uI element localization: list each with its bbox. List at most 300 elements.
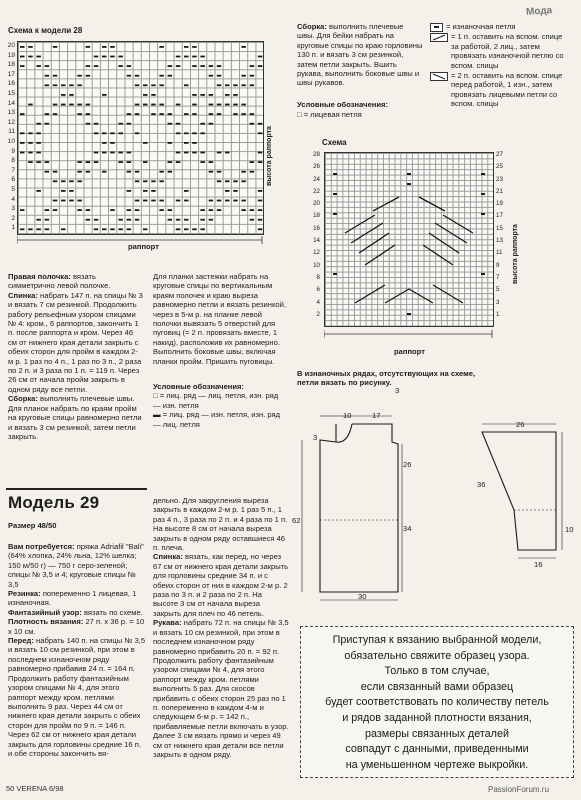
purl-mark <box>94 219 99 221</box>
scheme-2-row-number: 4 <box>316 298 320 306</box>
purl-mark <box>168 123 173 125</box>
scheme-2-row-number: 15 <box>496 224 503 232</box>
purl-mark <box>250 219 255 221</box>
purl-mark <box>94 132 99 134</box>
purl-mark <box>176 152 181 154</box>
back-28-text: набрать 147 п. на спицы № 3 и вязать 7 см резинкой. Продолжить работу рельефным узором спицами № 4: кром., 6 раппортов, закончить 1 п. после раппорта и кром. Через 46 см от нижнего края детали закрыть с обеих сторон для пройм в каждом 2-м р. 1 раз по 4 п., 1 раз по 3 п., 2 раза по 2 п. и 3 раза по 1 п. = 119 п. Через 26 см от начала пройм закрыть в одном ряду все петли. <box>8 290 143 394</box>
purl-mark <box>77 209 82 211</box>
purl-mark <box>135 180 140 182</box>
purl-mark <box>217 75 222 77</box>
purl-mark <box>184 228 189 230</box>
purl-mark <box>86 161 91 163</box>
purl-mark <box>69 200 74 202</box>
purl-mark <box>28 132 33 134</box>
scheme-2-left-row-numbers <box>308 150 320 322</box>
purl-mark <box>225 94 230 96</box>
purl-mark <box>135 200 140 202</box>
purl-mark <box>225 190 230 192</box>
scheme-28-row-number: 10 <box>7 137 15 145</box>
sleeve-text: набрать 72 п. на спицы № 3,5 и вязать 10 см резинкой, при этом в последнем изнаночном ряду равномерно прибавить 20 п. = 92 п. Продолжить работу фантазийным узором спицами № 4, для этого раппорт между кром. петлями выполнить 5 раз. Для скосов прибавить с обеих сторон 25 раз по 1 п. попеременно в каждом 4-м и следующем 6-м р. = 142 п., прибавляемые петли включать в узор. Далее 3 см вязать прямо и через 49 см от нижнего края детали все петли закрыть в одном ряду. <box>153 618 289 759</box>
purl-mark <box>20 228 25 230</box>
purl-mark <box>151 104 156 106</box>
scheme-28-row-numbers <box>3 41 15 233</box>
scheme-2-right-row-numbers <box>496 150 508 322</box>
purl-mark <box>20 152 25 154</box>
purl-mark <box>28 161 33 163</box>
purl-mark <box>69 104 74 106</box>
scheme-28-row-number: 13 <box>7 109 15 117</box>
col2-text-top <box>153 272 286 429</box>
purl-mark <box>110 142 115 144</box>
purl-mark <box>94 161 99 163</box>
purl-mark <box>151 200 156 202</box>
purl-mark <box>200 132 205 134</box>
purl-mark <box>233 104 238 106</box>
purl-mark <box>192 113 197 115</box>
scheme-28-row-number: 4 <box>11 195 15 203</box>
scheme-2-row-number: 25 <box>496 163 503 171</box>
purl-mark <box>209 171 214 173</box>
purl-mark <box>69 180 74 182</box>
back-29-title: Спинка: <box>153 552 183 562</box>
purl-mark <box>217 180 222 182</box>
purl-mark <box>61 228 66 230</box>
purl-mark <box>36 65 41 67</box>
scheme-2-row-number: 24 <box>313 175 320 183</box>
purl-mark <box>217 200 222 202</box>
purl-mark <box>184 200 189 202</box>
purl-mark <box>176 65 181 67</box>
purl-mark <box>217 113 222 115</box>
purl-mark <box>45 219 50 221</box>
purl-mark <box>159 84 164 86</box>
purl-mark <box>36 161 41 163</box>
purl-mark <box>143 200 148 202</box>
purl-mark <box>176 132 181 134</box>
purl-mark <box>176 123 181 125</box>
legend-28-purl: = изнаночная петля <box>446 22 516 31</box>
purl-mark <box>209 75 214 77</box>
purl-mark <box>209 209 214 211</box>
purl-mark <box>127 161 132 163</box>
purl-mark <box>94 152 99 154</box>
purl-mark <box>184 46 189 48</box>
purl-mark <box>77 171 82 173</box>
purl-mark <box>86 75 91 77</box>
scheme-2-row-number: 8 <box>316 273 320 281</box>
purl-mark <box>258 200 263 202</box>
purl-mark <box>127 171 132 173</box>
purl-mark <box>159 104 164 106</box>
purl-mark <box>61 180 66 182</box>
purl-mark <box>118 152 123 154</box>
legend-28-symbols <box>430 22 570 109</box>
purl-mark <box>127 190 132 192</box>
scheme-2-row-number: 5 <box>496 286 500 294</box>
model-29-size: Размер 48/50 <box>8 521 57 530</box>
purl-mark <box>184 132 189 134</box>
cross-right-icon <box>430 72 448 81</box>
scheme-2-row-number: 21 <box>496 187 503 195</box>
scheme-2-row-number: 12 <box>313 249 320 257</box>
purl-mark <box>151 84 156 86</box>
garment-pattern <box>296 410 576 610</box>
purl-mark <box>110 56 115 58</box>
purl-mark <box>192 142 197 144</box>
purl-mark <box>86 171 91 173</box>
scheme-2-row-number: 18 <box>313 212 320 220</box>
scheme-28-row-number: 11 <box>8 128 15 136</box>
scheme-28-grid <box>17 41 264 235</box>
purl-mark <box>151 113 156 115</box>
purl-mark <box>176 104 181 106</box>
purl-mark <box>127 113 132 115</box>
purl-mark <box>200 152 205 154</box>
purl-mark <box>28 56 33 58</box>
purl-mark <box>184 113 189 115</box>
purl-mark <box>168 75 173 77</box>
legend-28-cross-back: = 1 п. оставить на вспом. спице за работой, 2 лиц., затем провязать изнаночной петлю со вспом. спицы <box>451 32 564 70</box>
scheme-2-row-number: 2 <box>316 310 320 318</box>
purl-mark <box>184 190 189 192</box>
density-text: 27 п. х 36 р. = 10 х 10 см. <box>8 617 145 636</box>
scheme-28-title: Схема к модели 28 <box>8 26 83 35</box>
purl-mark <box>209 104 214 106</box>
purl-mark <box>241 104 246 106</box>
purl-mark <box>159 46 164 48</box>
purl-mark <box>217 104 222 106</box>
rib-title: Резинка: <box>8 589 41 599</box>
scheme-2-row-number: 11 <box>496 249 503 257</box>
purl-mark <box>102 142 107 144</box>
notice-line: Только в том случае, <box>384 665 490 678</box>
purl-mark <box>53 180 58 182</box>
purl-mark <box>159 180 164 182</box>
scheme-28-row-number: 3 <box>11 205 15 213</box>
purl-mark <box>225 84 230 86</box>
dim-sleeve-26: 26 <box>516 420 525 429</box>
purl-mark <box>168 113 173 115</box>
purl-mark <box>151 190 156 192</box>
scheme-2-cable-marks <box>325 153 493 326</box>
fancy-title: Фантазийный узор: <box>8 607 82 617</box>
purl-mark <box>102 56 107 58</box>
materials-title: Вам потребуется: <box>8 542 75 551</box>
purl-mark <box>94 65 99 67</box>
purl-mark <box>53 104 58 106</box>
purl-mark <box>118 219 123 221</box>
notice-line: Приступая к вязанию выбранной модели, <box>332 634 542 646</box>
purl-mark <box>241 75 246 77</box>
purl-mark <box>250 84 255 86</box>
purl-mark <box>184 56 189 58</box>
scheme-2-repeat-bracket <box>324 330 494 342</box>
assembly2-28-title: Сборка: <box>8 394 38 404</box>
purl-mark <box>217 65 222 67</box>
purl-mark <box>225 152 230 154</box>
purl-mark <box>168 209 173 211</box>
purl-mark <box>102 171 107 173</box>
purl-mark <box>200 56 205 58</box>
purl-mark <box>168 171 173 173</box>
purl-mark <box>258 132 263 134</box>
purl-mark <box>36 190 41 192</box>
legend-28-cross-front: = 2 п. оставить на вспом. спице перед работой, 1 изн., затем провязать лицевыми петли со вспом. спицы <box>451 71 563 109</box>
purl-mark <box>127 75 132 77</box>
purl-mark <box>118 228 123 230</box>
purl-mark <box>61 94 66 96</box>
purl-mark <box>250 171 255 173</box>
purl-mark <box>250 113 255 115</box>
purl-mark <box>209 161 214 163</box>
purl-mark <box>86 46 91 48</box>
purl-mark <box>200 161 205 163</box>
scheme-28-row-number: 12 <box>7 118 15 126</box>
purl-mark <box>233 190 238 192</box>
scheme-2-row-number: 1 <box>496 310 500 318</box>
purl-mark <box>192 65 197 67</box>
purl-mark <box>20 46 25 48</box>
scheme-2-row-number: 7 <box>496 273 500 281</box>
scheme-2-row-number: 26 <box>313 163 320 171</box>
purl-mark <box>241 209 246 211</box>
dim-body-3: 3 <box>313 433 318 442</box>
purl-mark <box>200 209 205 211</box>
purl-mark <box>217 152 222 154</box>
purl-mark <box>241 84 246 86</box>
purl-mark <box>20 65 25 67</box>
scheme-2-row-number: 22 <box>313 187 320 195</box>
back-29-text: вязать, как перед, но через 67 см от нижнего края детали закрыть для горловины средние 34 п. и с обеих сторон от них в каждом 2-м р. 2 раза по 3 п. и 2 раза по 2 п. На высоте 3 см от начала выреза закрыть для плеч по 46 петель. <box>153 552 289 618</box>
purl-mark <box>250 65 255 67</box>
purl-mark <box>135 104 140 106</box>
purl-mark <box>135 75 140 77</box>
purl-mark <box>176 228 181 230</box>
scheme-2-row-number: 17 <box>496 212 503 220</box>
dim-sleeve-16: 16 <box>534 560 543 569</box>
legend-29-purl: ▬ = лиц. ряд — изн. петля, изн. ряд — лиц. петля <box>153 410 281 429</box>
scheme-2-row-number: 19 <box>496 200 503 208</box>
assembly-28-text: выполнить плечевые швы. Для бейки набрать на круговые спицы по краю горловины 130 п. и вязать 3 см резинкой, затем петли закрыть. Вшить рукава, выполнить боковые швы и швы рукавов. <box>297 22 423 88</box>
purl-mark <box>209 219 214 221</box>
purl-mark <box>102 228 107 230</box>
purl-mark <box>159 209 164 211</box>
legend-29-knit: □ = лиц. ряд — лиц. петля, изн. ряд — изн. петля <box>153 391 279 410</box>
purl-mark <box>53 84 58 86</box>
purl-mark <box>258 190 263 192</box>
scheme-28-row-number: 8 <box>11 157 15 165</box>
purl-mark <box>258 219 263 221</box>
purl-mark <box>77 84 82 86</box>
col1-text-top <box>8 272 143 441</box>
purl-mark <box>143 142 148 144</box>
purl-mark <box>184 84 189 86</box>
dim-sleeve-36: 36 <box>477 480 486 489</box>
assembly-28-paragraph <box>297 22 423 88</box>
purl-mark <box>192 104 197 106</box>
purl-mark <box>135 113 140 115</box>
scheme-2-row-number: 27 <box>496 151 503 158</box>
purl-mark <box>250 123 255 125</box>
purl-mark <box>102 46 107 48</box>
purl-mark <box>86 104 91 106</box>
scheme-28-repeat-height-label: высота раппорта <box>266 126 273 186</box>
purl-mark <box>143 190 148 192</box>
scheme-2-row-number: 28 <box>313 151 320 158</box>
scheme-28-repeat-label: раппорт <box>128 242 159 251</box>
fancy-text: вязать по схеме. <box>83 607 143 617</box>
purl-mark <box>36 142 41 144</box>
dim-body-3b: 3 <box>395 386 400 395</box>
purl-mark <box>45 65 50 67</box>
purl-mark <box>45 84 50 86</box>
model-29-body-text <box>8 542 146 758</box>
purl-mark <box>53 209 58 211</box>
scheme-28-symbols <box>18 42 263 234</box>
scheme-2-title: Схема <box>322 138 347 147</box>
purl-mark <box>127 228 132 230</box>
purl-mark <box>28 104 33 106</box>
scheme-28-row-number: 14 <box>7 99 15 107</box>
back-28-title: Спинка: <box>8 290 38 300</box>
sleeve-title: Рукава: <box>153 618 182 628</box>
purl-mark <box>217 84 222 86</box>
purl-mark <box>61 200 66 202</box>
purl-mark <box>61 190 66 192</box>
purl-mark <box>53 200 58 202</box>
purl-mark <box>61 84 66 86</box>
purl-mark <box>217 209 222 211</box>
purl-mark <box>77 161 82 163</box>
purl-mark <box>176 200 181 202</box>
purl-mark <box>143 104 148 106</box>
purl-mark <box>118 132 123 134</box>
scheme-28-row-number: 17 <box>7 70 15 78</box>
purl-mark <box>200 219 205 221</box>
purl-mark <box>77 75 82 77</box>
purl-mark <box>110 46 115 48</box>
purl-mark <box>135 209 140 211</box>
purl-mark <box>20 132 25 134</box>
purl-mark <box>159 75 164 77</box>
gauge-notice <box>300 626 574 778</box>
purl-mark <box>200 65 205 67</box>
purl-mark <box>102 152 107 154</box>
purl-mark <box>20 209 25 211</box>
dim-body-30: 30 <box>358 592 367 601</box>
purl-mark <box>159 171 164 173</box>
purl-mark <box>36 219 41 221</box>
purl-mark <box>250 161 255 163</box>
scheme-2-row-number: 10 <box>313 261 320 269</box>
purl-mark <box>151 180 156 182</box>
placket-text: Для планки застежки набрать на круговые спицы по вертикальным краям полочек и краю выреза равномерно петли и вязать резинкой, через в 5-м р. на планке левой полочки вывязать 5 отверстий для пуговиц (= 2 п. провязать вместе, 1 накид), расположив их равномерно. Выполнить боковые швы, включая планки пройм. Пришить пуговицы. <box>153 272 286 366</box>
purl-mark <box>77 180 82 182</box>
purl-mark <box>36 123 41 125</box>
scheme-2-repeat-height-label: высота раппорта <box>512 224 519 284</box>
scheme-28-row-number: 1 <box>11 224 15 232</box>
purl-mark <box>209 94 214 96</box>
purl-mark <box>233 200 238 202</box>
right-front-title: Правая полочка: <box>8 272 71 281</box>
purl-mark <box>86 219 91 221</box>
purl-mark <box>127 152 132 154</box>
purl-mark <box>94 56 99 58</box>
scheme-2-note: В изнаночных рядах, отсутствующих на схеме, петли вязать по рисунку. <box>297 369 476 388</box>
purl-mark <box>45 171 50 173</box>
purl-mark <box>28 46 33 48</box>
purl-mark <box>45 209 50 211</box>
purl-mark <box>250 209 255 211</box>
purl-mark <box>258 161 263 163</box>
scheme-2-grid <box>324 152 494 327</box>
purl-mark <box>225 104 230 106</box>
purl-mark <box>77 104 82 106</box>
purl-mark <box>36 132 41 134</box>
magazine-tab: Мода <box>525 5 553 18</box>
purl-mark <box>77 113 82 115</box>
scheme-28-row-number: 6 <box>11 176 15 184</box>
cross-left-icon <box>430 33 448 42</box>
scheme-28-row-number: 9 <box>11 147 15 155</box>
purl-mark <box>53 75 58 77</box>
scheme-2-row-number: 16 <box>313 224 320 232</box>
purl-mark <box>69 94 74 96</box>
purl-mark <box>20 142 25 144</box>
purl-mark <box>209 113 214 115</box>
purl-mark <box>20 56 25 58</box>
neckline-text: дельно. Для закругления выреза закрыть в каждом 2-м р. 1 раз 5 п., 1 раз 4 п., 3 раза по 2 п. и 4 раза по 1 п. На высоте 8 см от начала выреза закрыть в одном ряду оставшиеся 46 п. плеча. <box>153 496 288 553</box>
purl-mark <box>200 123 205 125</box>
scheme-28-row-number: 7 <box>11 166 15 174</box>
scheme-2-row-number: 13 <box>496 237 503 245</box>
purl-mark <box>258 65 263 67</box>
purl-mark <box>118 65 123 67</box>
purl-mark <box>53 46 58 48</box>
notice-line: будет соответствовать по количеству петель <box>325 696 549 709</box>
purl-mark <box>258 152 263 154</box>
dim-body-10: 10 <box>343 411 352 420</box>
notice-line: обязательно свяжите образец узора. <box>344 649 530 662</box>
purl-mark <box>250 75 255 77</box>
purl-mark <box>53 171 58 173</box>
purl-mark <box>192 94 197 96</box>
legend-28-knit: □ = лицевая петля <box>297 110 362 119</box>
model-29-title: Модель 29 <box>8 493 100 512</box>
right-front-text: вязать симметрично левой полочке. <box>8 272 111 291</box>
purl-mark <box>110 132 115 134</box>
purl-mark <box>176 161 181 163</box>
purl-mark <box>102 132 107 134</box>
purl-mark <box>127 209 132 211</box>
scheme-2-row-number: 9 <box>496 261 500 269</box>
dim-sleeve-10: 10 <box>565 525 574 534</box>
purl-mark <box>168 161 173 163</box>
purl-mark <box>217 171 222 173</box>
notice-line: на уменьшенном чертеже выкройки. <box>345 758 529 771</box>
front-title: Перед: <box>8 636 34 646</box>
notice-line: совпадут с данными, приведенными <box>345 743 529 756</box>
purl-mark <box>159 113 164 115</box>
purl-mark <box>192 132 197 134</box>
scheme-28-row-number: 19 <box>7 51 15 59</box>
purl-mark <box>61 104 66 106</box>
scheme-28-row-number: 16 <box>7 80 15 88</box>
front-text: набрать 140 п. на спицы № 3,5 и вязать 10 см резинкой, при этом в последнем изнаночном ряду равномерно прибавив 24 п. = 164 п. Продолжить работу фантазийным узором спицами № 4, для этого раппорт между кром. петлями выполнить 9 раз. Через 44 см от нижнего края детали закрыть с обеих сторон для пройм по 9 п. = 146 п. Через 62 см от нижнего края детали закрыть для горловины средние 16 п. и обе стороны закончить вя- <box>8 636 146 758</box>
purl-mark <box>36 152 41 154</box>
page-footer: 50 VERENA 6/98 <box>6 784 64 793</box>
purl-mark <box>176 56 181 58</box>
